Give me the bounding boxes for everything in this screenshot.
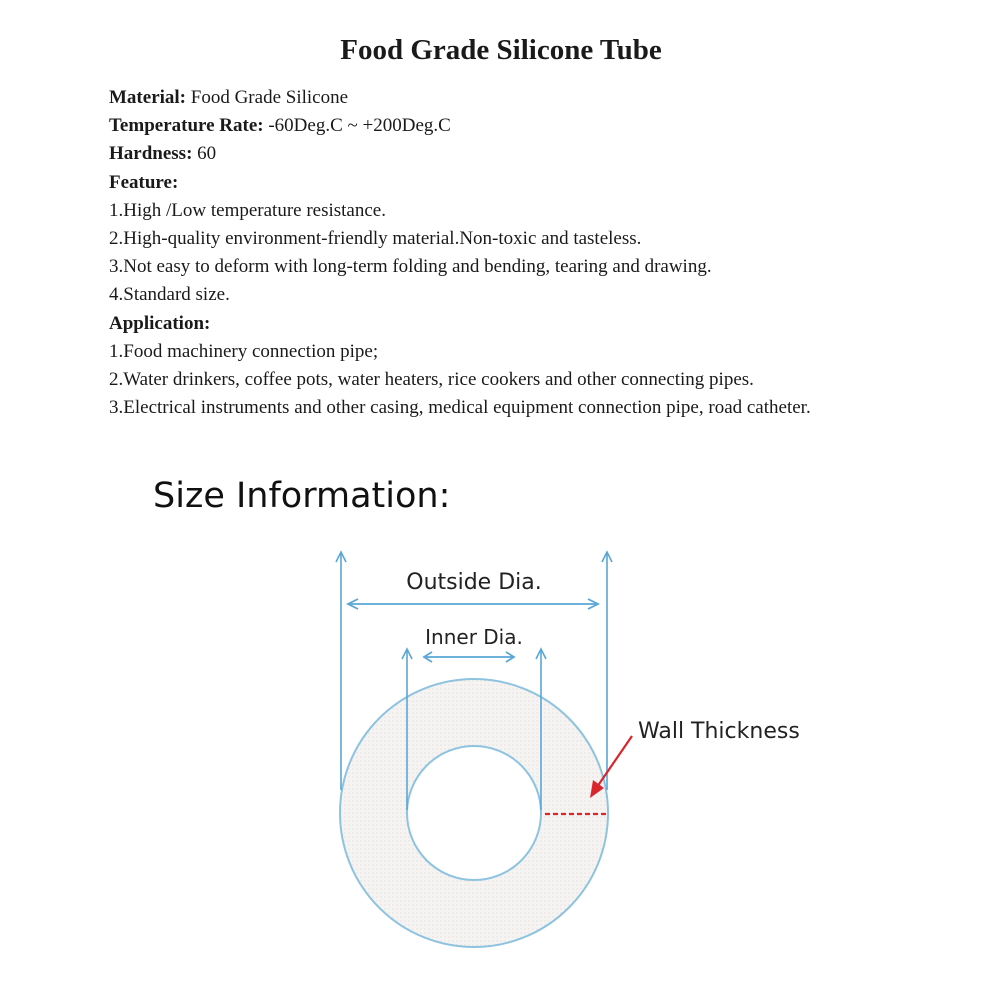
inner-dia-label: Inner Dia. <box>425 625 523 649</box>
wall-thickness-label: Wall Thickness <box>638 719 800 744</box>
hardness-label: Hardness: <box>109 143 193 165</box>
application-item-3: 3.Electrical instruments and other casing, medical equipment connection pipe, road catheter. <box>109 397 811 419</box>
outside-dia-label: Outside Dia. <box>406 570 542 595</box>
feature-item-2: 2.High-quality environment-friendly material.Non-toxic and tasteless. <box>109 228 642 250</box>
feature-label: Feature: <box>109 171 179 193</box>
material-label: Material: <box>109 87 187 108</box>
temperature-value: -60Deg.C ~ +200Deg.C <box>268 115 451 137</box>
hardness-value: 60 <box>197 143 217 165</box>
feature-item-4: 4.Standard size. <box>109 284 230 306</box>
feature-item-1: 1.High /Low temperature resistance. <box>109 199 386 221</box>
feature-item-3: 3.Not easy to deform with long-term folding and bending, tearing and drawing. <box>109 256 712 278</box>
inner-dia-arrow <box>424 652 514 662</box>
application-label: Application: <box>109 312 211 334</box>
material-value: Food Grade Silicone <box>190 87 349 108</box>
outside-dia-arrow <box>348 599 598 609</box>
tube-inner-bore <box>407 746 541 880</box>
page-title: Food Grade Silicone Tube <box>340 34 662 66</box>
size-information-heading: Size Information: <box>153 476 451 516</box>
application-item-2: 2.Water drinkers, coffee pots, water heaters, rice cookers and other connecting pipes. <box>109 369 754 391</box>
temperature-label: Temperature Rate: <box>109 115 264 137</box>
application-item-1: 1.Food machinery connection pipe; <box>109 340 379 362</box>
